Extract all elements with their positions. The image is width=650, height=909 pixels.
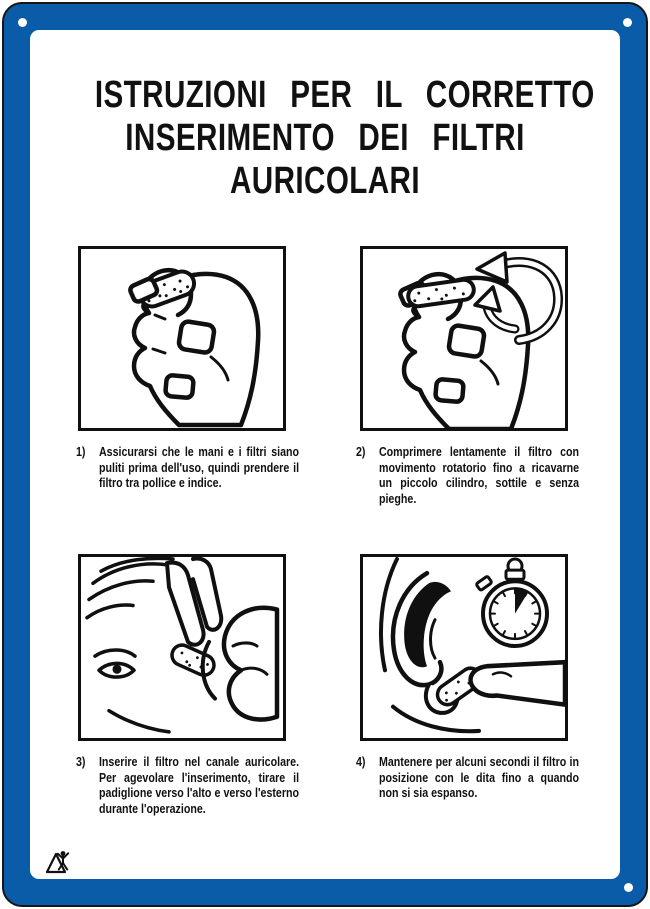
- mounting-hole-top-right-icon: [623, 18, 632, 27]
- step3-illustration-frame: [78, 554, 286, 741]
- step1-text: Assicurarsi che le mani e i filtri siano puliti prima dell'uso, quindi prendere il filtro tra pollice e indice.: [98, 444, 300, 490]
- mounting-hole-bottom-right-icon: [624, 883, 633, 892]
- page-title-line-2: INSERIMENTO DEI FILTRI: [125, 117, 525, 159]
- page-title-line-1: ISTRUZIONI PER IL CORRETTO: [94, 74, 595, 116]
- hand-holding-earplug-icon: [81, 249, 283, 428]
- step2-illustration-frame: [360, 246, 568, 431]
- hand-rolling-earplug-rotation-arrows-icon: [363, 249, 565, 428]
- step3-text: Inserire il filtro nel canale auricolare. Per agevolare l'inserimento, tirare il padiglione verso l'alto e verso l'esterno durante l'operazione.: [98, 754, 300, 816]
- step2-text: Comprimere lentamente il filtro con movimento rotatorio fino a ricavarne un piccolo cilindro, sottile e senza pieghe.: [378, 444, 580, 506]
- page-title: [30, 74, 620, 203]
- step2-number: 2): [356, 444, 366, 459]
- step4-text: Mantenere per alcuni secondi il filtro in posizione con le dita fino a quando non si sia espanso.: [378, 754, 580, 800]
- step4-number: 4): [356, 754, 366, 769]
- sign-plate: [2, 2, 648, 907]
- sign-face: [30, 30, 620, 879]
- step4-caption: [356, 754, 579, 801]
- step3-caption: [76, 754, 299, 816]
- step1-caption: [76, 444, 299, 491]
- mounting-hole-top-left-icon: [18, 18, 27, 27]
- step1-illustration-frame: [78, 246, 286, 431]
- page-title-line-3: AURICOLARI: [230, 160, 420, 202]
- step4-illustration-frame: [360, 554, 568, 741]
- step1-number: 1): [76, 444, 86, 459]
- step2-caption: [356, 444, 579, 506]
- manufacturer-logo-icon: [44, 849, 72, 875]
- finger-holding-earplug-stopwatch-icon: [363, 557, 565, 738]
- earplug-insertion-into-ear-canal-icon: [81, 557, 283, 738]
- step3-number: 3): [76, 754, 86, 769]
